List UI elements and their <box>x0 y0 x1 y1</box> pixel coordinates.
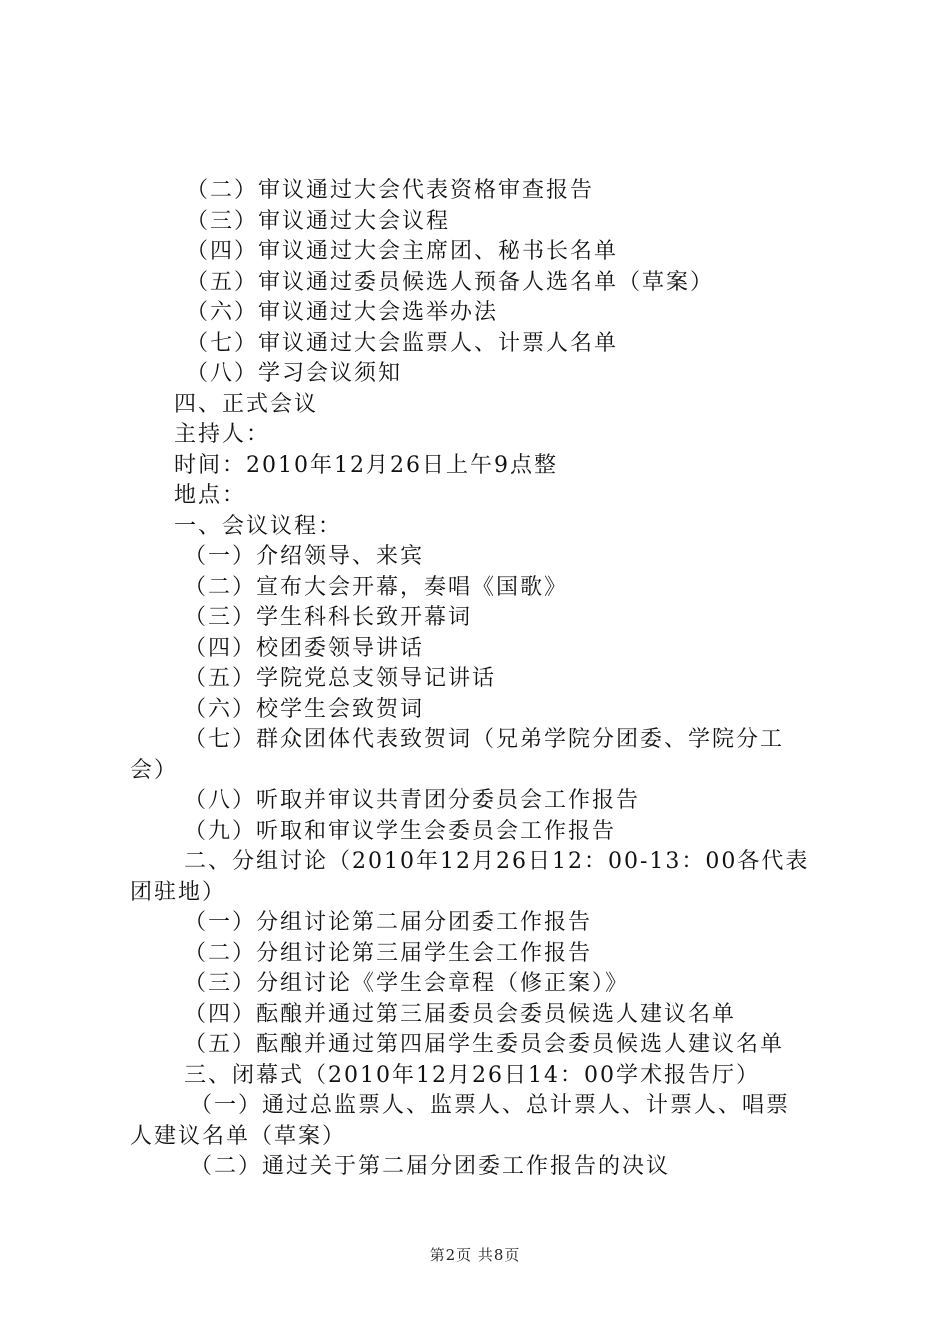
text-line: （七）群众团体代表致贺词（兄弟学院分团委、学院分工 <box>184 727 785 752</box>
text-line: （三）审议通过大会议程 <box>186 208 451 234</box>
text-line: （六）校学生会致贺词 <box>184 696 425 722</box>
text-line: （四）酝酿并通过第三届委员会委员候选人建议名单 <box>184 1001 737 1027</box>
section-heading: 二、分组讨论（2010年12月26日12：00-13：00各代表 <box>184 849 810 874</box>
text-line: 人建议名单（草案） <box>130 1123 347 1149</box>
text-line: 主持人： <box>174 422 271 447</box>
text-line: （九）听取和审议学生会委员会工作报告 <box>184 818 617 844</box>
text-line: （七）审议通过大会监票人、计票人名单 <box>186 330 619 356</box>
text-line: （五）学院党总支领导记讲话 <box>184 666 497 691</box>
document-body <box>130 176 836 1183</box>
text-line: （一）介绍领导、来宾 <box>184 544 425 569</box>
section-heading: 四、正式会议 <box>174 391 319 417</box>
text-line: （二）分组讨论第三届学生会工作报告 <box>184 940 593 966</box>
page-footer: 第2页 共8页 <box>429 1246 521 1264</box>
text-line: （八）听取并审议共青团分委员会工作报告 <box>184 788 641 813</box>
text-line: （五）酝酿并通过第四届学生委员会委员候选人建议名单 <box>184 1032 785 1057</box>
text-line: （一）通过总监票人、监票人、总计票人、计票人、唱票 <box>190 1093 791 1118</box>
text-line: 地点： <box>174 483 247 508</box>
text-line: （一）分组讨论第二届分团委工作报告 <box>184 910 593 935</box>
text-line: （四）校团委领导讲话 <box>184 635 425 661</box>
text-line: 团驻地） <box>130 879 227 905</box>
text-line: （二）审议通过大会代表资格审查报告 <box>186 178 595 203</box>
text-line: 时间：2010年12月26日上午9点整 <box>174 452 558 478</box>
text-line: （二）宣布大会开幕，奏唱《国歌》 <box>184 574 569 600</box>
section-heading: 三、闭幕式（2010年12月26日14：00学术报告厅） <box>184 1062 760 1088</box>
text-line: 会） <box>130 757 179 783</box>
text-line: （三）分组讨论《学生会章程（修正案）》 <box>184 971 630 996</box>
section-heading: 一、会议议程： <box>174 513 343 539</box>
text-line: （三）学生科科长致开幕词 <box>184 605 473 630</box>
text-line: （六）审议通过大会选举办法 <box>186 300 499 325</box>
text-line: （五）审议通过委员候选人预备人选名单（草案） <box>186 269 715 295</box>
text-line: （二）通过关于第二届分团委工作报告的决议 <box>190 1154 671 1179</box>
text-line: （八）学习会议须知 <box>186 361 403 386</box>
text-line: （四）审议通过大会主席团、秘书长名单 <box>186 239 619 264</box>
